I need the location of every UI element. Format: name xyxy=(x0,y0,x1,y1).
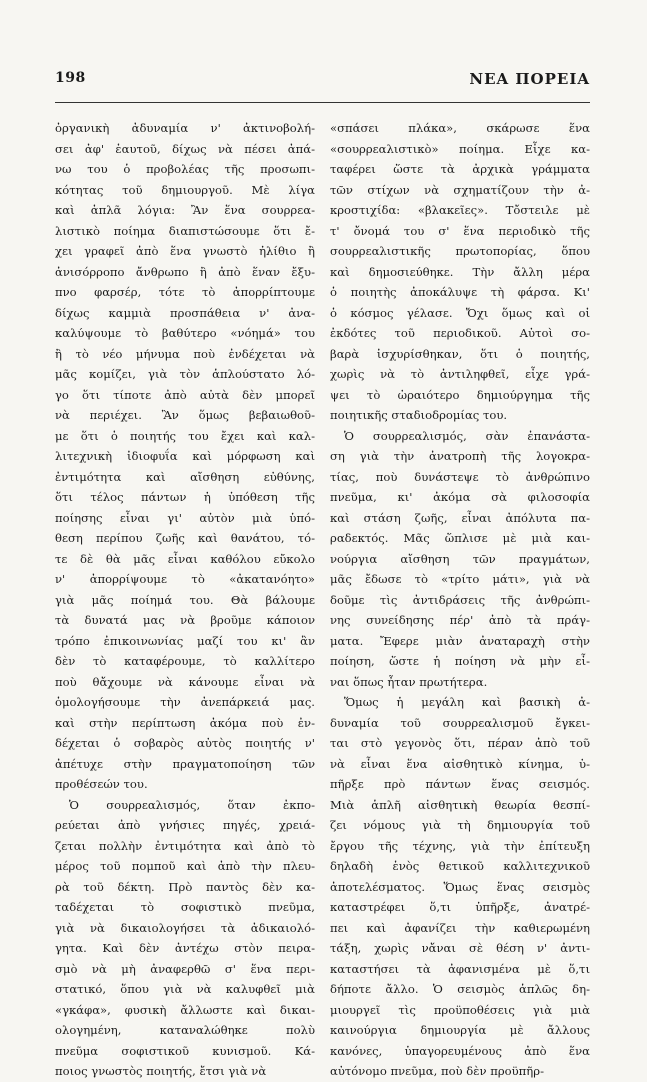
text-line: νω του ὁ προβολέας τῆς προσωπι- xyxy=(55,162,315,176)
text-line: καλύψουμε τὸ βαθύτερο «νόημά» του xyxy=(55,326,315,340)
header-rule xyxy=(55,102,590,103)
text-line: νης συνείδησης πέρ' ἀπὸ τὰ πράγ- xyxy=(330,613,590,627)
text-line: πῆρξε πρὸ πάντων ἕνας σεισμός. xyxy=(330,777,590,791)
text-line: ἀνισόρροπο ἄνθρωπο ἢ ἀπὸ ἕναν ἔξυ- xyxy=(55,264,315,279)
text-line: λιτεχνικὴ ἰδιοφυΐα καὶ μόρφωση καὶ xyxy=(55,449,315,463)
text-line: ψει τὸ ὡραιότερο δημιούργημα τῆς xyxy=(330,387,590,402)
text-line: μᾶς κομίζει, γιὰ τὸν ἁπλούστατο λό- xyxy=(55,367,315,381)
text-line: μέρος τοῦ πομποῦ καὶ ἀπὸ τὴν πλευ- xyxy=(55,859,315,873)
text-line: ζει νόμους γιὰ τὴ δημιουργία τοῦ xyxy=(330,818,590,832)
text-line: στατικό, ὅπου γιὰ νὰ καλυφθεῖ μιὰ xyxy=(55,982,315,996)
text-line: ταδέχεται τὸ σοφιστικὸ πνεῦμα, xyxy=(55,900,315,914)
text-line: ἢ τὸ νέο μήνυμα ποὺ ἐνδέχεται νὰ xyxy=(55,346,315,361)
text-line: πνεῦμα, κι' ἀκόμα σὰ φιλοσοφία xyxy=(330,490,590,504)
right-column xyxy=(330,118,590,1078)
text-line: ἐντιμότητα καὶ αἴσθηση εὐθύνης, xyxy=(55,469,315,484)
text-line: γιὰ νὰ δικαιολογήσει τὰ ἀδικαιολό- xyxy=(55,920,315,935)
text-line: σμὸ νὰ μὴ ἀναφερθῶ σ' ἕνα περι- xyxy=(55,961,315,976)
text-line: καὶ στὴν περίπτωση ἀκόμα ποὺ ἐν- xyxy=(55,715,315,730)
text-line: ραδεκτός. Μᾶς ὥπλισε μὲ μιὰ και- xyxy=(330,531,590,545)
text-line: «σπάσει πλάκα», σκάρωσε ἕνα xyxy=(330,121,590,135)
text-line: νὰ περιέχει. Ἂν ὅμως βεβαιωθοῦ- xyxy=(55,408,315,422)
text-line: ται στὸ γεγονὸς ὅτι, πέραν ἀπὸ τοῦ xyxy=(330,736,590,750)
text-line: τρόπο ἐπικοινωνίας μαζί του κι' ἂν xyxy=(55,633,315,648)
text-line: πνεῦμα σοφιστικοῦ κυνισμοῦ. Κά- xyxy=(55,1043,315,1058)
text-line: γητα. Καὶ δὲν ἀντέχω στὸν πειρα- xyxy=(55,941,315,955)
text-line: κότητας τοῦ δημιουργοῦ. Μὲ λίγα xyxy=(55,182,315,197)
text-line: ποίηση, ὥστε ἡ ποίηση νὰ μὴν εἶ- xyxy=(330,654,590,668)
text-line: γο ὅτι τίποτε ἀπὸ αὐτὰ δὲν μπορεῖ xyxy=(55,387,315,402)
text-line: ζεται πολλὴν ἐντιμότητα καὶ ἀπὸ τὸ xyxy=(55,838,315,853)
text-line: ποιητικῆς σταδιοδρομίας του. xyxy=(330,408,508,422)
text-line: Μιὰ ἁπλῆ αἰσθητικὴ θεωρία θεσπί- xyxy=(330,797,590,812)
text-line: δυναμία τοῦ σουρρεαλισμοῦ ἔγκει- xyxy=(330,715,590,730)
text-line: ποίησης εἶναι γι' αὐτὸν μιὰ ὑπό- xyxy=(55,510,315,525)
text-line: ἔργου τῆς τέχνης, γιὰ τὴν ἐπίτευξη xyxy=(330,838,590,853)
text-line: θεση περίπου ζωῆς καὶ θανάτου, τό- xyxy=(55,531,315,545)
text-line: ση γιὰ τὴν ἀνατροπὴ τῆς λογοκρα- xyxy=(330,449,590,463)
text-line: ἀποτελέσματος. Ὅμως ἕνας σεισμὸς xyxy=(330,879,590,894)
text-line: ὁμολογήσουμε τὴν ἀνεπάρκειά μας. xyxy=(55,695,315,709)
text-line: αὐτόνομο πνεῦμα, ποὺ δὲν προϋπῆρ- xyxy=(330,1064,544,1078)
running-title: ΝΕΑ ΠΟΡΕΙΑ xyxy=(469,70,590,88)
text-line: σουρρεαλιστικῆς πρωτοπορίας, ὅπου xyxy=(330,244,590,258)
text-line: τε δὲ θὰ μᾶς εἶναι καθόλου εὔκολο xyxy=(55,551,315,566)
text-line: καταστρέφει ὅ,τι ὑπῆρξε, ἀνατρέ- xyxy=(330,900,590,914)
text-line: δοῦμε τὶς ἀντιδράσεις τῆς ἀνθρώπι- xyxy=(330,592,590,607)
text-line: Ὁ σουρρεαλισμός, ὅταν ἐκπο- xyxy=(69,797,315,812)
text-line: με ὅτι ὁ ποιητής του ἔχει καὶ καλ- xyxy=(55,428,315,443)
text-line: χει γραφεῖ ἀπὸ ἕνα γνωστὸ ἠλίθιο ἢ xyxy=(55,244,315,258)
text-line: καὶ ἁπλᾶ λόγια: Ἂν ἕνα σουρρεα- xyxy=(55,203,315,217)
text-line: καὶ δημοσιεύθηκε. Τὴν ἄλλη μέρα xyxy=(330,264,590,279)
text-line: δὲν τὸ καταφέρουμε, τὸ καλλίτερο xyxy=(55,654,315,668)
text-line: ποιος γνωστὸς ποιητής, ἔτσι γιὰ νὰ xyxy=(55,1064,267,1078)
text-line: ρεύεται ἀπὸ γνήσιες πηγές, χρειά- xyxy=(55,818,315,832)
text-line: κροστιχίδα: «βλακεῖες». Τὄστειλε μὲ xyxy=(330,203,590,217)
text-line: καταστήσει τὰ ἀφανισμένα μὲ ὅ,τι xyxy=(330,961,590,976)
text-line: βαρὰ ἰσχυρίσθηκαν, ὅτι ὁ ποιητής, xyxy=(330,346,590,361)
text-line: ὀργανικὴ ἀδυναμία ν' ἀκτινοβολή- xyxy=(55,121,315,135)
text-line: Ὁ σουρρεαλισμός, σὰν ἐπανάστα- xyxy=(344,428,590,443)
text-line: τίας, ποὺ δυνάστεψε τὸ ἀνθρώπινο xyxy=(330,469,590,484)
text-line: «σουρρεαλιστικὸ» ποίημα. Εἶχε κα- xyxy=(330,141,590,156)
text-line: ὁ κόσμος γέλασε. Ὄχι ὅμως καὶ οἱ xyxy=(330,305,590,320)
text-line: λιστικὸ ποίημα διαπιστώσουμε ὅτι ἔ- xyxy=(55,223,315,238)
text-line: ματα. Ἔφερε μιὰν ἀναταραχὴ στὴν xyxy=(330,633,590,648)
text-line: χωρὶς νὰ τὸ ἀντιληφθεῖ, εἶχε γρά- xyxy=(330,367,590,381)
text-line: νούργια αἴσθηση τῶν πραγμάτων, xyxy=(330,551,590,566)
text-line: κανόνες, ὑπαγορευμένους ἀπὸ ἕνα xyxy=(330,1043,590,1058)
text-line: προθέσεών του. xyxy=(55,777,148,791)
text-line: μᾶς ἔδωσε τὸ «τρίτο μάτι», γιὰ νὰ xyxy=(330,572,590,586)
text-line: Ὅμως ἡ μεγάλη καὶ βασικὴ ἀ- xyxy=(344,695,590,709)
text-line: καινούργια δημιουργία μὲ ἄλλους xyxy=(330,1023,590,1037)
text-line: ἐκδότες τοῦ περιοδικοῦ. Αὐτοὶ σο- xyxy=(330,326,590,340)
text-line: καὶ στάση ζωῆς, εἶναι ἀπόλυτα πα- xyxy=(330,510,590,525)
text-line: πει καὶ ἀφανίζει τὴν καθιερωμένη xyxy=(330,920,590,935)
text-line: ρὰ τοῦ δέκτη. Πρὸ παντὸς δὲν κα- xyxy=(55,879,315,894)
text-line: σει ἀφ' ἑαυτοῦ, δίχως νὰ πέσει ἀπά- xyxy=(55,141,315,156)
text-line: ὅτι τέλος πάντων ἡ ὑπόθεση τῆς xyxy=(55,490,315,504)
text-line: ολογημένη, καταναλώθηκε πολὺ xyxy=(55,1023,315,1037)
text-columns xyxy=(55,118,590,1078)
text-line: νὰ εἶναι ἕνα αἰσθητικὸ κίνημα, ὑ- xyxy=(330,756,590,771)
text-line: δέχεται ὁ σοβαρὸς αὐτὸς ποιητής ν' xyxy=(55,736,315,750)
text-line: ναι ὅπως ἦταν πρωτήτερα. xyxy=(330,674,488,689)
text-line: ποὺ θἄχουμε νὰ κάνουμε εἶναι νὰ xyxy=(55,674,315,689)
text-line: μιουργεῖ τὶς προϋποθέσεις γιὰ μιὰ xyxy=(330,1002,590,1017)
text-line: τὰ δυνατά μας νὰ βροῦμε κάποιον xyxy=(55,613,315,627)
left-column xyxy=(55,118,315,1078)
text-line: ταφέρει ὥστε τὰ ἀρχικὰ γράμματα xyxy=(330,162,590,176)
text-line: ἀπέτυχε στὴν πραγματοποίηση τῶν xyxy=(55,756,315,771)
text-line: τ' ὄνομά του σ' ἕνα περιοδικὸ τῆς xyxy=(330,223,590,238)
page-header xyxy=(55,70,590,94)
text-line: ν' ἀπορρίψουμε τὸ «ἀκατανόητο» xyxy=(55,572,315,586)
text-line: «γκάφα», φυσικὴ ἄλλωστε καὶ δικαι- xyxy=(55,1002,315,1017)
text-line: ὁ ποιητὴς ἀποκάλυψε τὴ φάρσα. Κι' xyxy=(330,285,590,299)
text-line: πνο φαρσέρ, τότε τὸ ἀπορρίπτουμε xyxy=(55,285,315,299)
text-line: δηλαδὴ ἑνὸς θετικοῦ καλλιτεχνικοῦ xyxy=(330,859,590,873)
text-line: τῶν στίχων νὰ σχηματίζουν τὴν ἀ- xyxy=(330,182,590,197)
text-line: δήποτε ἄλλο. Ὁ σεισμὸς ἁπλῶς δη- xyxy=(330,982,590,996)
page-number: 198 xyxy=(55,70,86,86)
text-line: τάξη, χωρὶς νἄναι σὲ θέση ν' ἀντι- xyxy=(330,941,590,955)
text-line: γιὰ μᾶς ποίημά του. Θὰ βάλουμε xyxy=(55,592,315,607)
text-line: δίχως καμμιὰ προσπάθεια ν' ἀνα- xyxy=(55,305,315,320)
